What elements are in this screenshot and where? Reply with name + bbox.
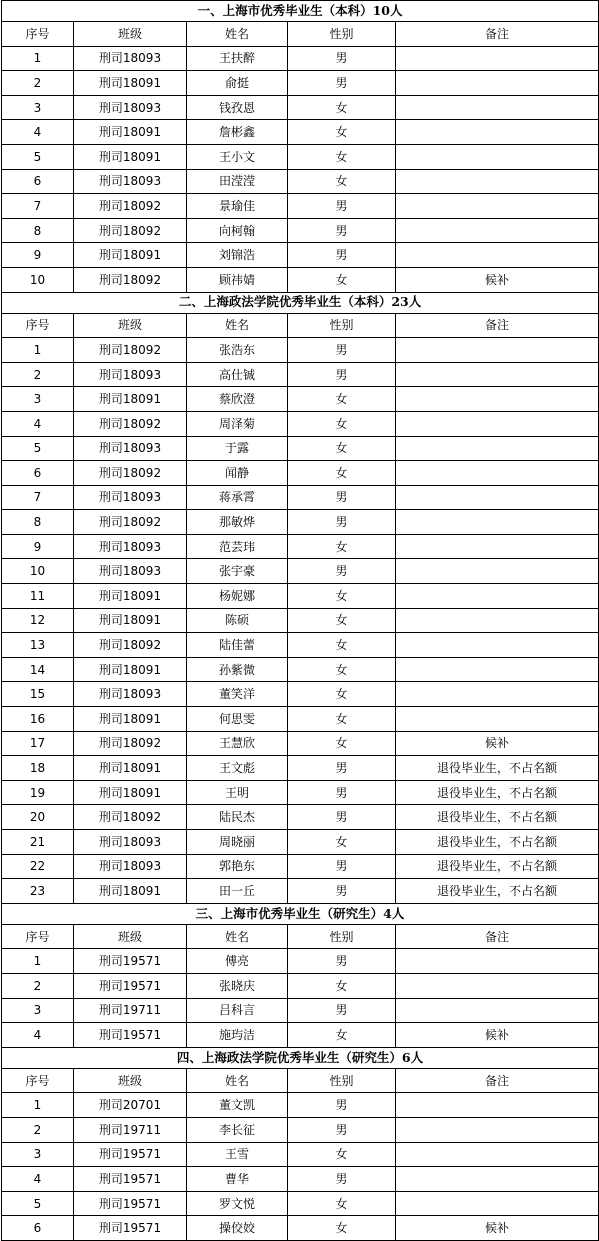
table-row — [2, 1216, 599, 1241]
cell-class: 刑司18091 — [74, 608, 187, 633]
cell-note — [396, 71, 599, 96]
cell-note — [396, 95, 599, 120]
section-title: 一、上海市优秀毕业生（本科）10人 — [2, 1, 599, 22]
cell-gender: 女 — [288, 731, 396, 756]
cell-name: 陈硕 — [187, 608, 288, 633]
cell-class: 刑司19571 — [74, 1191, 187, 1216]
cell-class: 刑司19571 — [74, 949, 187, 974]
cell-gender: 女 — [288, 682, 396, 707]
column-header-note: 备注 — [396, 1068, 599, 1093]
column-header-gender: 性别 — [288, 1068, 396, 1093]
cell-note — [396, 218, 599, 243]
cell-no: 2 — [2, 1117, 74, 1142]
cell-gender: 男 — [288, 1117, 396, 1142]
cell-note: 退役毕业生，不占名额 — [396, 830, 599, 855]
cell-gender: 男 — [288, 780, 396, 805]
cell-gender: 女 — [288, 973, 396, 998]
cell-gender: 男 — [288, 949, 396, 974]
table-row — [2, 998, 599, 1023]
cell-name: 吕科言 — [187, 998, 288, 1023]
table-row — [2, 461, 599, 486]
cell-name: 王慧欣 — [187, 731, 288, 756]
table-row — [2, 756, 599, 781]
section-title-row — [2, 903, 599, 924]
cell-note — [396, 362, 599, 387]
cell-class: 刑司20701 — [74, 1093, 187, 1118]
column-header-name: 姓名 — [187, 1068, 288, 1093]
cell-gender: 男 — [288, 510, 396, 535]
cell-name: 操佼姣 — [187, 1216, 288, 1241]
table-row — [2, 338, 599, 363]
cell-class: 刑司18091 — [74, 780, 187, 805]
cell-no: 3 — [2, 1142, 74, 1167]
cell-gender: 男 — [288, 559, 396, 584]
cell-no: 14 — [2, 657, 74, 682]
cell-gender: 男 — [288, 1093, 396, 1118]
table-row — [2, 411, 599, 436]
cell-gender: 女 — [288, 436, 396, 461]
section-title-row — [2, 1047, 599, 1068]
cell-gender: 男 — [288, 46, 396, 71]
cell-note — [396, 608, 599, 633]
cell-name: 周泽菊 — [187, 411, 288, 436]
column-header-no: 序号 — [2, 924, 74, 949]
cell-gender: 女 — [288, 144, 396, 169]
cell-class: 刑司18093 — [74, 559, 187, 584]
cell-no: 6 — [2, 461, 74, 486]
cell-class: 刑司18091 — [74, 71, 187, 96]
cell-gender: 男 — [288, 485, 396, 510]
table-row — [2, 218, 599, 243]
table-row — [2, 194, 599, 219]
cell-no: 1 — [2, 338, 74, 363]
cell-gender: 女 — [288, 267, 396, 292]
cell-class: 刑司18091 — [74, 879, 187, 904]
cell-no: 2 — [2, 973, 74, 998]
column-header-name: 姓名 — [187, 313, 288, 338]
cell-class: 刑司18093 — [74, 682, 187, 707]
header-row — [2, 924, 599, 949]
cell-name: 陆佳蕾 — [187, 633, 288, 658]
column-header-gender: 性别 — [288, 313, 396, 338]
table-row — [2, 682, 599, 707]
cell-name: 田滢滢 — [187, 169, 288, 194]
header-row — [2, 313, 599, 338]
section-title-row — [2, 1, 599, 22]
cell-name: 董笑洋 — [187, 682, 288, 707]
table-row — [2, 387, 599, 412]
cell-no: 6 — [2, 1216, 74, 1241]
cell-no: 9 — [2, 243, 74, 268]
cell-no: 5 — [2, 436, 74, 461]
cell-name: 王文彪 — [187, 756, 288, 781]
table-row — [2, 510, 599, 535]
cell-no: 18 — [2, 756, 74, 781]
column-header-no: 序号 — [2, 22, 74, 47]
cell-class: 刑司18093 — [74, 169, 187, 194]
cell-note — [396, 657, 599, 682]
table-row — [2, 95, 599, 120]
table-row — [2, 46, 599, 71]
cell-gender: 女 — [288, 608, 396, 633]
table-row — [2, 973, 599, 998]
cell-name: 俞挺 — [187, 71, 288, 96]
cell-name: 闻静 — [187, 461, 288, 486]
cell-note — [396, 1167, 599, 1192]
cell-no: 17 — [2, 731, 74, 756]
cell-name: 高仕铖 — [187, 362, 288, 387]
header-row — [2, 22, 599, 47]
cell-no: 1 — [2, 46, 74, 71]
cell-no: 20 — [2, 805, 74, 830]
cell-name: 张宇豪 — [187, 559, 288, 584]
table-row — [2, 267, 599, 292]
cell-gender: 女 — [288, 120, 396, 145]
cell-name: 蔡欣澄 — [187, 387, 288, 412]
cell-class: 刑司18092 — [74, 194, 187, 219]
table-row — [2, 854, 599, 879]
section-title-row — [2, 292, 599, 313]
cell-no: 7 — [2, 485, 74, 510]
cell-gender: 女 — [288, 534, 396, 559]
cell-gender: 男 — [288, 243, 396, 268]
cell-gender: 男 — [288, 805, 396, 830]
cell-name: 王扶醉 — [187, 46, 288, 71]
cell-name: 钱孜恩 — [187, 95, 288, 120]
cell-gender: 女 — [288, 633, 396, 658]
column-header-name: 姓名 — [187, 22, 288, 47]
cell-gender: 女 — [288, 169, 396, 194]
cell-no: 1 — [2, 949, 74, 974]
table-row — [2, 633, 599, 658]
cell-name: 郭艳东 — [187, 854, 288, 879]
cell-class: 刑司18092 — [74, 267, 187, 292]
cell-class: 刑司19711 — [74, 1117, 187, 1142]
cell-name: 那敏烨 — [187, 510, 288, 535]
cell-note — [396, 461, 599, 486]
cell-name: 杨妮娜 — [187, 584, 288, 609]
cell-name: 詹彬鑫 — [187, 120, 288, 145]
table-row — [2, 144, 599, 169]
cell-gender: 男 — [288, 879, 396, 904]
cell-name: 李长征 — [187, 1117, 288, 1142]
cell-class: 刑司18093 — [74, 854, 187, 879]
cell-class: 刑司18091 — [74, 387, 187, 412]
cell-note — [396, 584, 599, 609]
header-row — [2, 1068, 599, 1093]
table-row — [2, 780, 599, 805]
cell-gender: 男 — [288, 756, 396, 781]
column-header-class: 班级 — [74, 924, 187, 949]
cell-gender: 男 — [288, 1167, 396, 1192]
cell-class: 刑司19571 — [74, 1216, 187, 1241]
cell-name: 罗文悦 — [187, 1191, 288, 1216]
cell-name: 范芸玮 — [187, 534, 288, 559]
table-row — [2, 805, 599, 830]
cell-class: 刑司18091 — [74, 756, 187, 781]
cell-class: 刑司18093 — [74, 436, 187, 461]
table-row — [2, 1023, 599, 1048]
column-header-note: 备注 — [396, 313, 599, 338]
cell-note — [396, 973, 599, 998]
cell-class: 刑司18091 — [74, 584, 187, 609]
cell-no: 4 — [2, 120, 74, 145]
cell-no: 22 — [2, 854, 74, 879]
cell-no: 4 — [2, 411, 74, 436]
table-row — [2, 1191, 599, 1216]
cell-note — [396, 1093, 599, 1118]
cell-class: 刑司19571 — [74, 973, 187, 998]
table-row — [2, 1093, 599, 1118]
cell-note — [396, 485, 599, 510]
cell-note — [396, 387, 599, 412]
table-row — [2, 534, 599, 559]
section-title: 四、上海政法学院优秀毕业生（研究生）6人 — [2, 1047, 599, 1068]
cell-name: 董文凯 — [187, 1093, 288, 1118]
graduates-table-body — [2, 1, 599, 1241]
column-header-note: 备注 — [396, 924, 599, 949]
cell-name: 傅亮 — [187, 949, 288, 974]
cell-note: 退役毕业生，不占名额 — [396, 756, 599, 781]
column-header-name: 姓名 — [187, 924, 288, 949]
cell-note — [396, 534, 599, 559]
cell-class: 刑司18093 — [74, 534, 187, 559]
cell-name: 张晓庆 — [187, 973, 288, 998]
table-row — [2, 1167, 599, 1192]
cell-note: 退役毕业生，不占名额 — [396, 854, 599, 879]
cell-name: 刘锦浩 — [187, 243, 288, 268]
cell-class: 刑司18093 — [74, 362, 187, 387]
cell-class: 刑司19571 — [74, 1023, 187, 1048]
cell-no: 8 — [2, 218, 74, 243]
table-row — [2, 71, 599, 96]
cell-class: 刑司18091 — [74, 120, 187, 145]
cell-note — [396, 510, 599, 535]
section-title: 二、上海政法学院优秀毕业生（本科）23人 — [2, 292, 599, 313]
cell-note — [396, 998, 599, 1023]
cell-note: 候补 — [396, 1216, 599, 1241]
cell-no: 1 — [2, 1093, 74, 1118]
table-row — [2, 657, 599, 682]
cell-note — [396, 169, 599, 194]
cell-no: 2 — [2, 71, 74, 96]
cell-no: 3 — [2, 387, 74, 412]
cell-note — [396, 949, 599, 974]
cell-name: 张浩东 — [187, 338, 288, 363]
table-row — [2, 436, 599, 461]
cell-no: 5 — [2, 1191, 74, 1216]
cell-no: 4 — [2, 1167, 74, 1192]
column-header-no: 序号 — [2, 1068, 74, 1093]
cell-note — [396, 633, 599, 658]
cell-gender: 女 — [288, 707, 396, 732]
cell-note — [396, 436, 599, 461]
cell-gender: 男 — [288, 71, 396, 96]
cell-no: 10 — [2, 267, 74, 292]
cell-no: 5 — [2, 144, 74, 169]
cell-class: 刑司18092 — [74, 731, 187, 756]
column-header-note: 备注 — [396, 22, 599, 47]
graduates-table — [1, 0, 599, 1241]
cell-name: 王小文 — [187, 144, 288, 169]
cell-class: 刑司18091 — [74, 243, 187, 268]
cell-note — [396, 411, 599, 436]
cell-name: 曹华 — [187, 1167, 288, 1192]
column-header-class: 班级 — [74, 1068, 187, 1093]
table-row — [2, 485, 599, 510]
cell-class: 刑司19711 — [74, 998, 187, 1023]
cell-note: 退役毕业生，不占名额 — [396, 805, 599, 830]
cell-note — [396, 144, 599, 169]
table-row — [2, 731, 599, 756]
column-header-class: 班级 — [74, 313, 187, 338]
column-header-gender: 性别 — [288, 924, 396, 949]
cell-gender: 男 — [288, 338, 396, 363]
table-row — [2, 243, 599, 268]
cell-name: 景瑜佳 — [187, 194, 288, 219]
cell-class: 刑司18091 — [74, 657, 187, 682]
cell-gender: 女 — [288, 95, 396, 120]
cell-gender: 男 — [288, 218, 396, 243]
cell-note — [396, 1142, 599, 1167]
cell-class: 刑司19571 — [74, 1167, 187, 1192]
cell-no: 3 — [2, 95, 74, 120]
cell-class: 刑司18092 — [74, 461, 187, 486]
table-row — [2, 169, 599, 194]
cell-no: 9 — [2, 534, 74, 559]
cell-gender: 女 — [288, 584, 396, 609]
cell-name: 王雪 — [187, 1142, 288, 1167]
cell-no: 7 — [2, 194, 74, 219]
cell-note — [396, 120, 599, 145]
cell-class: 刑司18092 — [74, 805, 187, 830]
cell-no: 16 — [2, 707, 74, 732]
table-row — [2, 608, 599, 633]
cell-name: 顾祎婧 — [187, 267, 288, 292]
table-row — [2, 584, 599, 609]
cell-class: 刑司18092 — [74, 338, 187, 363]
cell-no: 13 — [2, 633, 74, 658]
cell-note: 候补 — [396, 267, 599, 292]
cell-class: 刑司19571 — [74, 1142, 187, 1167]
table-row — [2, 949, 599, 974]
cell-gender: 女 — [288, 830, 396, 855]
cell-no: 8 — [2, 510, 74, 535]
cell-name: 陆民杰 — [187, 805, 288, 830]
cell-note — [396, 1191, 599, 1216]
cell-gender: 女 — [288, 1216, 396, 1241]
cell-gender: 男 — [288, 998, 396, 1023]
cell-name: 周晓丽 — [187, 830, 288, 855]
table-row — [2, 362, 599, 387]
cell-gender: 男 — [288, 854, 396, 879]
section-title: 三、上海市优秀毕业生（研究生）4人 — [2, 903, 599, 924]
cell-note: 候补 — [396, 731, 599, 756]
cell-gender: 女 — [288, 411, 396, 436]
cell-no: 21 — [2, 830, 74, 855]
cell-name: 蒋承霄 — [187, 485, 288, 510]
cell-no: 11 — [2, 584, 74, 609]
column-header-class: 班级 — [74, 22, 187, 47]
cell-gender: 女 — [288, 1191, 396, 1216]
cell-note — [396, 1117, 599, 1142]
table-row — [2, 120, 599, 145]
cell-gender: 男 — [288, 194, 396, 219]
cell-gender: 女 — [288, 1142, 396, 1167]
cell-gender: 女 — [288, 657, 396, 682]
cell-class: 刑司18092 — [74, 633, 187, 658]
cell-gender: 男 — [288, 362, 396, 387]
cell-note — [396, 707, 599, 732]
table-row — [2, 879, 599, 904]
cell-name: 何思雯 — [187, 707, 288, 732]
cell-name: 于露 — [187, 436, 288, 461]
cell-no: 3 — [2, 998, 74, 1023]
cell-note — [396, 559, 599, 584]
cell-gender: 女 — [288, 1023, 396, 1048]
table-row — [2, 707, 599, 732]
table-row — [2, 559, 599, 584]
table-row — [2, 1117, 599, 1142]
cell-note — [396, 682, 599, 707]
cell-no: 15 — [2, 682, 74, 707]
column-header-gender: 性别 — [288, 22, 396, 47]
cell-no: 19 — [2, 780, 74, 805]
cell-no: 10 — [2, 559, 74, 584]
cell-class: 刑司18092 — [74, 411, 187, 436]
cell-class: 刑司18092 — [74, 510, 187, 535]
cell-no: 2 — [2, 362, 74, 387]
cell-name: 王明 — [187, 780, 288, 805]
cell-gender: 女 — [288, 461, 396, 486]
column-header-no: 序号 — [2, 313, 74, 338]
cell-class: 刑司18093 — [74, 46, 187, 71]
cell-no: 12 — [2, 608, 74, 633]
cell-name: 向柯翰 — [187, 218, 288, 243]
cell-note — [396, 194, 599, 219]
cell-note: 退役毕业生，不占名额 — [396, 780, 599, 805]
cell-class: 刑司18091 — [74, 707, 187, 732]
table-row — [2, 830, 599, 855]
cell-no: 4 — [2, 1023, 74, 1048]
cell-class: 刑司18091 — [74, 144, 187, 169]
cell-class: 刑司18093 — [74, 485, 187, 510]
cell-name: 施玙洁 — [187, 1023, 288, 1048]
cell-note: 退役毕业生，不占名额 — [396, 879, 599, 904]
cell-note — [396, 243, 599, 268]
cell-no: 6 — [2, 169, 74, 194]
cell-name: 田一丘 — [187, 879, 288, 904]
cell-note: 候补 — [396, 1023, 599, 1048]
cell-class: 刑司18092 — [74, 218, 187, 243]
cell-name: 孙紫微 — [187, 657, 288, 682]
cell-note — [396, 338, 599, 363]
cell-class: 刑司18093 — [74, 830, 187, 855]
table-row — [2, 1142, 599, 1167]
cell-note — [396, 46, 599, 71]
cell-gender: 女 — [288, 387, 396, 412]
cell-class: 刑司18093 — [74, 95, 187, 120]
cell-no: 23 — [2, 879, 74, 904]
